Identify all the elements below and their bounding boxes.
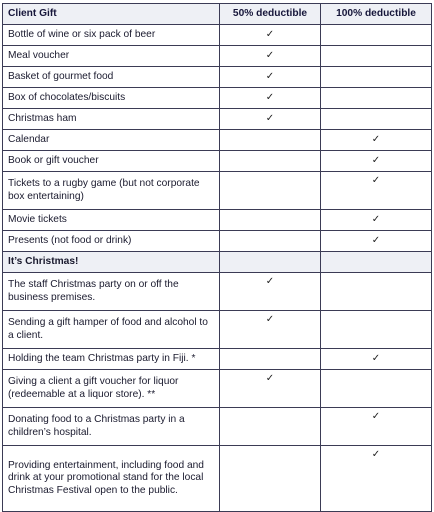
row-label: Holding the team Christmas party in Fiji. * (3, 349, 220, 370)
row-label: Basket of gourmet food (3, 67, 220, 88)
section-title: It’s Christmas! (3, 252, 220, 273)
check-icon (220, 408, 321, 446)
section-empty-cell (321, 252, 432, 273)
section-header-row (3, 252, 432, 273)
table-row (3, 349, 432, 370)
row-label: Giving a client a gift voucher for liquor (redeemable at a liquor store). ** (3, 370, 220, 408)
row-label: Bottle of wine or six pack of beer (3, 25, 220, 46)
table-row (3, 210, 432, 231)
deductibility-table (2, 3, 432, 512)
row-label: The staff Christmas party on or off the business premises. (3, 273, 220, 311)
row-label: Christmas ham (3, 109, 220, 130)
check-icon: ✓ (220, 273, 321, 311)
check-icon: ✓ (321, 151, 432, 172)
header-client-gift: Client Gift (3, 4, 220, 25)
check-icon: ✓ (220, 25, 321, 46)
check-icon: ✓ (220, 109, 321, 130)
table-row (3, 109, 432, 130)
table-row (3, 46, 432, 67)
check-icon: ✓ (220, 46, 321, 67)
check-icon (220, 151, 321, 172)
check-icon (220, 446, 321, 512)
header-50-deductible: 50% deductible (220, 4, 321, 25)
table-row (3, 370, 432, 408)
deductibility-table-container (2, 3, 431, 512)
table-row (3, 25, 432, 46)
check-icon (321, 370, 432, 408)
check-icon (321, 25, 432, 46)
table-row (3, 231, 432, 252)
check-icon (220, 210, 321, 231)
table-row (3, 311, 432, 349)
check-icon (321, 46, 432, 67)
table-row (3, 273, 432, 311)
check-icon: ✓ (321, 446, 432, 512)
check-icon (220, 349, 321, 370)
row-label: Donating food to a Christmas party in a children’s hospital. (3, 408, 220, 446)
table-row (3, 151, 432, 172)
check-icon (220, 130, 321, 151)
check-icon: ✓ (321, 130, 432, 151)
table-row (3, 67, 432, 88)
check-icon (321, 67, 432, 88)
check-icon (220, 231, 321, 252)
check-icon: ✓ (220, 311, 321, 349)
row-label: Movie tickets (3, 210, 220, 231)
table-row (3, 172, 432, 210)
row-label: Book or gift voucher (3, 151, 220, 172)
check-icon (220, 172, 321, 210)
section-empty-cell (220, 252, 321, 273)
row-label: Presents (not food or drink) (3, 231, 220, 252)
check-icon: ✓ (321, 172, 432, 210)
check-icon (321, 109, 432, 130)
row-label: Tickets to a rugby game (but not corporate box entertaining) (3, 172, 220, 210)
check-icon: ✓ (220, 370, 321, 408)
check-icon: ✓ (220, 88, 321, 109)
header-100-deductible: 100% deductible (321, 4, 432, 25)
table-row (3, 130, 432, 151)
check-icon (321, 311, 432, 349)
check-icon: ✓ (220, 67, 321, 88)
row-label: Box of chocolates/biscuits (3, 88, 220, 109)
row-label: Meal voucher (3, 46, 220, 67)
check-icon: ✓ (321, 210, 432, 231)
row-label: Providing entertainment, including food and drink at your promotional stand for the local Christmas Festival open to the public. (3, 446, 220, 512)
row-label: Calendar (3, 130, 220, 151)
table-row (3, 88, 432, 109)
check-icon (321, 273, 432, 311)
check-icon: ✓ (321, 349, 432, 370)
table-row (3, 408, 432, 446)
table-row (3, 446, 432, 512)
row-label: Sending a gift hamper of food and alcohol to a client. (3, 311, 220, 349)
check-icon (321, 88, 432, 109)
check-icon: ✓ (321, 408, 432, 446)
check-icon: ✓ (321, 231, 432, 252)
table-header-row (3, 4, 432, 25)
